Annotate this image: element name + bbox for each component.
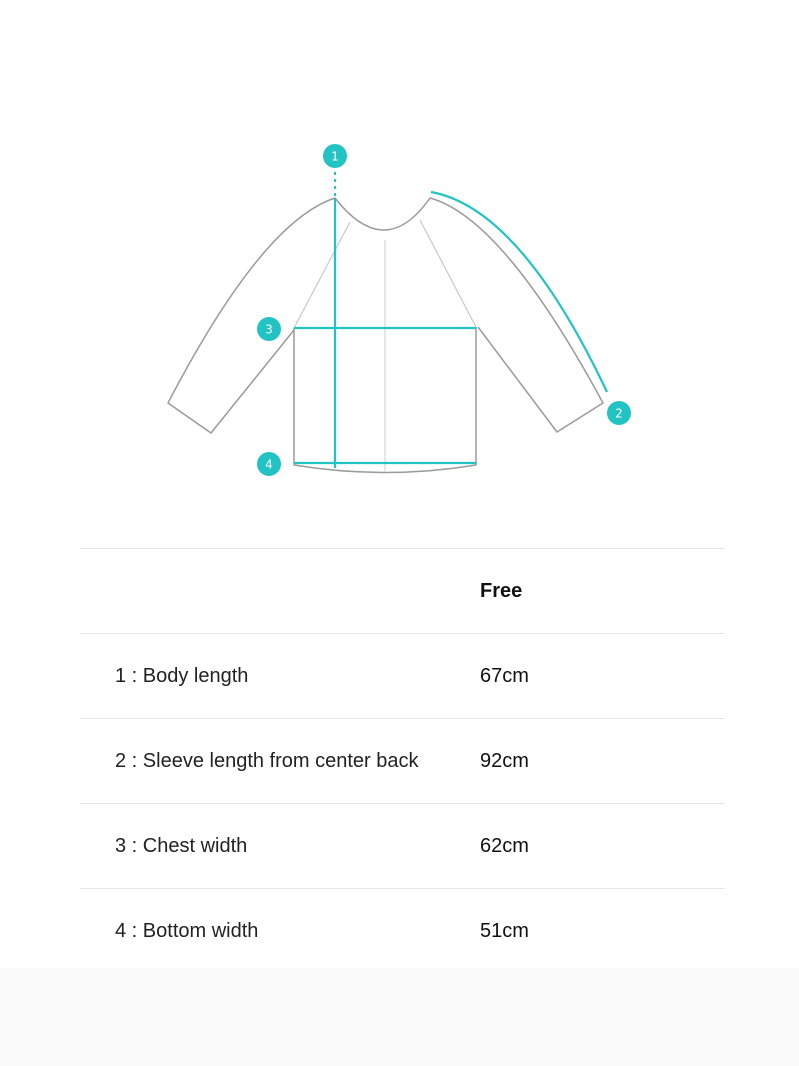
marker-2 — [607, 401, 631, 425]
table-row — [80, 718, 725, 803]
table-row — [80, 633, 725, 718]
row-label-chest-width: 3 : Chest width — [115, 834, 248, 857]
marker-4 — [257, 452, 281, 476]
neckline — [335, 198, 430, 230]
size-table — [80, 548, 725, 973]
row-value-sleeve-length: 92cm — [480, 749, 529, 772]
row-label-body-length: 1 : Body length — [115, 664, 249, 687]
row-value-bottom-width: 51cm — [480, 919, 529, 942]
marker-3-label: 3 — [265, 322, 273, 337]
left-sleeve — [168, 198, 335, 433]
row-label-bottom-width: 4 : Bottom width — [115, 919, 259, 942]
marker-1-label: 1 — [331, 149, 339, 164]
marker-1 — [323, 144, 347, 168]
marker-3 — [257, 317, 281, 341]
row-label-sleeve-length: 2 : Sleeve length from center back — [115, 749, 419, 772]
marker-2-label: 2 — [615, 406, 623, 421]
row-value-body-length: 67cm — [480, 664, 529, 687]
right-raglan-seam — [420, 220, 476, 327]
size-header-row — [80, 548, 725, 633]
right-sleeve — [430, 198, 603, 432]
table-row — [80, 803, 725, 888]
table-row — [80, 888, 725, 973]
left-raglan-seam — [294, 222, 350, 328]
marker-4-label: 4 — [265, 457, 273, 472]
footer-band — [0, 968, 799, 1066]
measurement-lines — [294, 172, 607, 468]
size-header-free: Free — [480, 579, 523, 602]
row-value-chest-width: 62cm — [480, 834, 529, 857]
